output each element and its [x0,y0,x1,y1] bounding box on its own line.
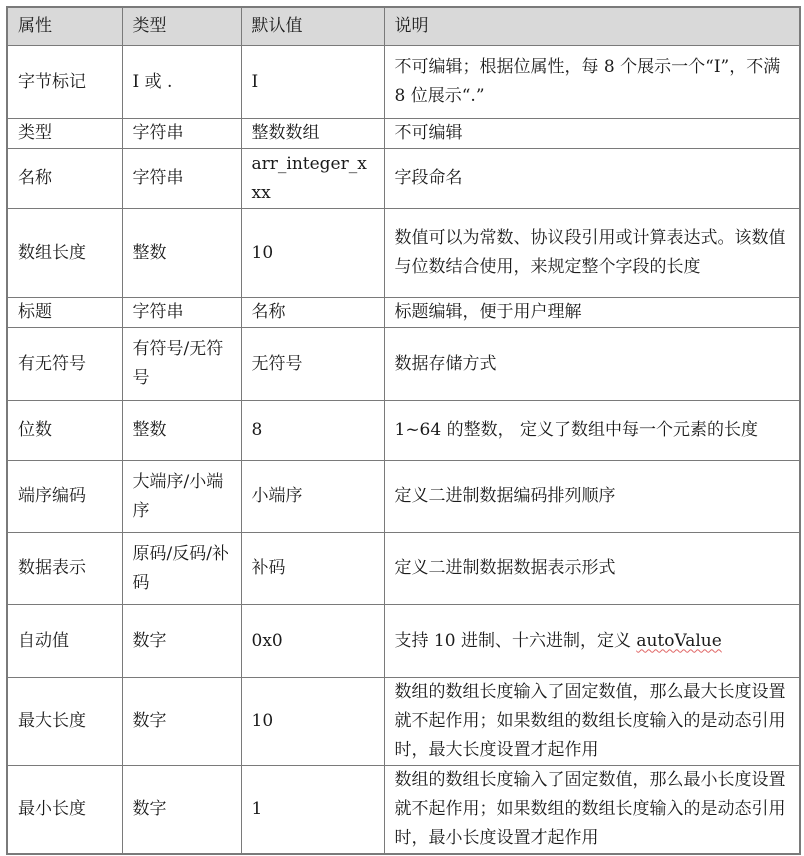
cell-default: 整数数组 [241,119,384,149]
cell-type: 大端序/小端序 [122,461,241,533]
table-row [7,209,800,298]
cell-attr: 标题 [7,298,122,328]
table-row [7,328,800,401]
cell-desc: 定义二进制数据编码排列顺序 [384,461,800,533]
cell-desc: 数组的数组长度输入了固定数值，那么最小长度设置就不起作用；如果数组的数组长度输入的是动态引用时，最小长度设置才起作用 [384,766,800,855]
header-attr: 属性 [7,7,122,46]
cell-type: 原码/反码/补码 [122,533,241,605]
cell-type: 数字 [122,766,241,855]
cell-default: I [241,46,384,119]
cell-attr: 自动值 [7,605,122,678]
cell-type: 字符串 [122,149,241,209]
cell-default: 10 [241,678,384,766]
properties-table [6,6,801,855]
cell-desc: 定义二进制数据数据表示形式 [384,533,800,605]
cell-type: 有符号/无符号 [122,328,241,401]
cell-type: 整数 [122,401,241,461]
cell-type: 字符串 [122,298,241,328]
cell-desc: 数值可以为常数、协议段引用或计算表达式。该数值与位数结合使用，来规定整个字段的长度 [384,209,800,298]
cell-desc: 字段命名 [384,149,800,209]
cell-attr: 端序编码 [7,461,122,533]
table-row [7,461,800,533]
cell-default: 名称 [241,298,384,328]
cell-type: 数字 [122,605,241,678]
table-row [7,298,800,328]
cell-default: arr_integer_xxx [241,149,384,209]
cell-type: 数字 [122,678,241,766]
cell-attr: 最小长度 [7,766,122,855]
header-row [7,7,800,46]
spellcheck-flagged-term: autoValue [636,630,722,651]
cell-desc [384,605,800,678]
table-row [7,46,800,119]
header-desc: 说明 [384,7,800,46]
table-row [7,149,800,209]
cell-default: 1 [241,766,384,855]
cell-type: I 或 . [122,46,241,119]
cell-desc: 不可编辑 [384,119,800,149]
table-row [7,678,800,766]
table-row [7,533,800,605]
cell-default: 10 [241,209,384,298]
cell-default: 小端序 [241,461,384,533]
cell-attr: 类型 [7,119,122,149]
cell-desc: 不可编辑；根据位属性，每 8 个展示一个“I”，不满 8 位展示“.” [384,46,800,119]
cell-default: 8 [241,401,384,461]
table-header [7,7,800,46]
header-default: 默认值 [241,7,384,46]
cell-attr: 最大长度 [7,678,122,766]
cell-desc: 标题编辑，便于用户理解 [384,298,800,328]
cell-attr: 位数 [7,401,122,461]
cell-attr: 数据表示 [7,533,122,605]
table-row [7,766,800,855]
cell-desc: 数据存储方式 [384,328,800,401]
table-row [7,401,800,461]
table-row [7,605,800,678]
cell-type: 字符串 [122,119,241,149]
cell-attr: 数组长度 [7,209,122,298]
header-type: 类型 [122,7,241,46]
cell-default: 补码 [241,533,384,605]
cell-type: 整数 [122,209,241,298]
cell-desc: 1~64 的整数， 定义了数组中每一个元素的长度 [384,401,800,461]
cell-desc: 数组的数组长度输入了固定数值，那么最大长度设置就不起作用；如果数组的数组长度输入的是动态引用时，最大长度设置才起作用 [384,678,800,766]
desc-text: 支持 10 进制、十六进制，定义 [394,630,637,651]
table-row [7,119,800,149]
cell-attr: 有无符号 [7,328,122,401]
cell-default: 无符号 [241,328,384,401]
cell-attr: 字节标记 [7,46,122,119]
cell-attr: 名称 [7,149,122,209]
table-body [7,46,800,855]
cell-default: 0x0 [241,605,384,678]
